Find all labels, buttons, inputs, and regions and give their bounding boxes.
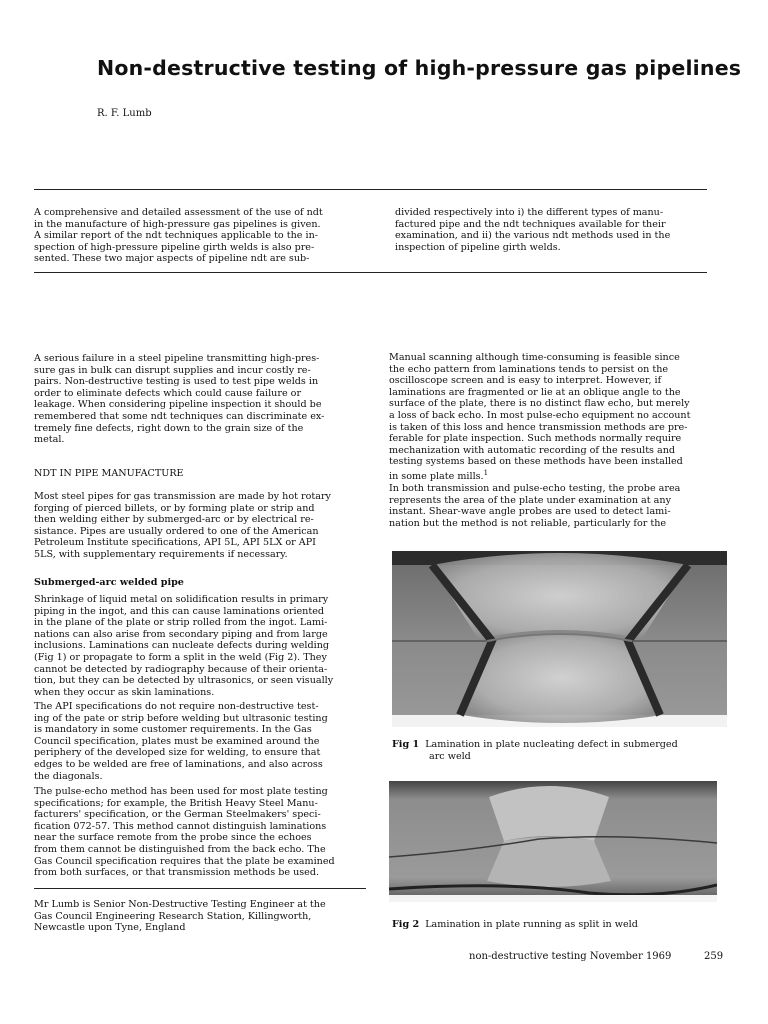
text-line: when they occur as skin laminations. [34, 686, 215, 698]
text-line: piping in the ingot, and this can cause laminations oriented [34, 605, 325, 617]
subsection-paragraph-2 [34, 701, 328, 782]
text-line: Council specification, plates must be examined around the [34, 735, 320, 747]
text-line: sistance. Pipes are usually ordered to one of the American [34, 525, 319, 537]
text-line: remembered that some ndt techniques can discriminate ex- [34, 410, 325, 422]
abstract-line: inspection of pipeline girth welds. [395, 241, 561, 253]
subsection-heading: Submerged-arc welded pipe [34, 577, 184, 588]
text-line: nations can also arise from secondary piping and from large [34, 628, 328, 640]
author-note [34, 899, 326, 934]
text-line: Shrinkage of liquid metal on solidification results in primary [34, 594, 329, 605]
text-line: 5LS, with supplementary requirements if necessary. [34, 548, 288, 560]
text-line: order to eliminate defects which could cause failure or [34, 387, 302, 399]
text-line: fication 072-57. This method cannot distinguish laminations [34, 820, 327, 832]
text-line: ferable for plate inspection. Such methods normally require [389, 433, 682, 445]
text-line: surface of the plate, there is no distinct flaw echo, but merely [389, 398, 690, 410]
right-paragraph-2 [389, 483, 680, 529]
figure-2-photo [389, 781, 717, 902]
text-line: ing of the pate or strip before welding but ultrasonic testing [34, 712, 328, 724]
abstract-line: sented. These two major aspects of pipeline ndt are sub- [34, 253, 310, 265]
text-line: near the surface remote from the probe since the echoes [34, 832, 312, 844]
text-line: tion, but they can be detected by ultrasonics, or seen visually [34, 675, 334, 687]
abstract-line: factured pipe and the ndt techniques available for their [395, 218, 666, 230]
text-line: in the plane of the plate or strip rolled from the ingot. Lami- [34, 617, 328, 629]
text-line: from them cannot be distinguished from the back echo. The [34, 843, 326, 855]
text-line: laminations are fragmented or lie at an oblique angle to the [389, 386, 681, 398]
abstract-line: A similar report of the ndt techniques applicable to the in- [34, 230, 318, 242]
text-line: Gas Council specification requires that the plate be examined [34, 855, 335, 867]
figure-2-caption-text: Lamination in plate running as split in weld [425, 919, 638, 930]
text-line: then welding either by submerged-arc or by electrical re- [34, 514, 314, 526]
text-line: Mr Lumb is Senior Non-Destructive Testing Engineer at the [34, 899, 326, 910]
text-line: oscilloscope screen and is easy to interpret. However, if [389, 375, 662, 387]
text-line: The API specifications do not require non-destructive test- [34, 701, 319, 712]
text-line: (Fig 1) or propagate to form a split in the weld (Fig 2). They [34, 651, 327, 663]
text-line: A serious failure in a steel pipeline transmitting high-pres- [34, 353, 320, 364]
abstract-line: spection of high-pressure pipeline girth welds is also pre- [34, 241, 315, 253]
abstract-right [395, 207, 715, 253]
text-line: Newcastle upon Tyne, England [34, 922, 186, 934]
abstract-left [34, 207, 364, 265]
paper-title: Non-destructive testing of high-pressure gas pipelines [97, 56, 742, 80]
text-line: is taken of this loss and hence transmission methods are pre- [389, 421, 688, 433]
figure-1-photo [392, 551, 727, 727]
text-line: nation but the method is not reliable, particularly for the [389, 517, 667, 529]
author-name: R. F. Lumb [97, 108, 152, 119]
text-line: leakage. When considering pipeline inspection it should be [34, 399, 322, 411]
abstract-bottom-rule [34, 272, 707, 273]
text-line-body: in some plate mills. [389, 471, 484, 483]
page-number: 259 [704, 951, 724, 962]
text-line: The pulse-echo method has been used for most plate testing [34, 786, 328, 797]
text-line: pairs. Non-destructive testing is used to test pipe welds in [34, 376, 319, 388]
figure-1-caption-text-2: arc weld [429, 750, 471, 762]
text-line: represents the area of the plate under examination at any [389, 494, 671, 506]
text-line: Manual scanning although time-consuming is feasible since [389, 352, 680, 363]
text-line: sure gas in bulk can disrupt supplies and incur costly re- [34, 364, 311, 376]
figure-1-caption-text: Lamination in plate nucleating defect in submerged [425, 739, 678, 750]
abstract-line: divided respectively into i) the different types of manu- [395, 207, 664, 218]
figure-2-label: Fig 2 [392, 919, 420, 930]
section-paragraph [34, 491, 331, 561]
text-line: tremely fine defects, right down to the grain size of the [34, 422, 304, 434]
section-heading: NDT IN PIPE MANUFACTURE [34, 468, 184, 479]
author-note-rule [34, 888, 366, 889]
text-line: edges to be welded are free of laminations, and also across [34, 758, 323, 770]
intro-paragraph [34, 353, 324, 446]
text-line: forging of pierced billets, or by forming plate or strip and [34, 502, 315, 514]
text-line: cannot be detected by radiography because of their orienta- [34, 663, 328, 675]
weld-macrograph-2 [389, 781, 717, 902]
text-line: the diagonals. [34, 770, 103, 782]
text-line: In both transmission and pulse-echo testing, the probe area [389, 483, 681, 494]
text-line: metal. [34, 434, 65, 446]
text-line: inclusions. Laminations can nucleate defects during welding [34, 640, 330, 652]
weld-macrograph-1 [392, 551, 727, 727]
right-paragraph-1 [389, 352, 690, 483]
text-line: a loss of back echo. In most pulse-echo equipment no account [389, 409, 691, 421]
abstract-line: in the manufacture of high-pressure gas pipelines is given. [34, 218, 321, 230]
figure-1-caption [392, 739, 678, 762]
text-line: Petroleum Institute specifications, API 5L, API 5LX or API [34, 537, 316, 549]
abstract-line: examination, and ii) the various ndt methods used in the [395, 230, 671, 242]
figure-2-caption [392, 919, 638, 931]
abstract-line: A comprehensive and detailed assessment of the use of ndt [34, 207, 323, 218]
text-line: instant. Shear-wave angle probes are used to detect lami- [389, 506, 671, 518]
text-line: Most steel pipes for gas transmission are made by hot rotary [34, 491, 331, 502]
journal-footer: non-destructive testing November 1969 [469, 951, 672, 962]
text-line: testing systems based on these methods have been installed [389, 456, 683, 468]
text-line: facturers' specification, or the German Steelmakers' speci- [34, 809, 321, 821]
text-line [389, 468, 690, 483]
text-line: is mandatory in some customer requirements. In the Gas [34, 724, 312, 736]
footnote-marker: 1 [483, 468, 489, 477]
figure-1-label: Fig 1 [392, 739, 420, 750]
text-line: Gas Council Engineering Research Station, Killingworth, [34, 910, 312, 922]
text-line: mechanization with automatic recording of the results and [389, 444, 676, 456]
text-line: specifications; for example, the British Heavy Steel Manu- [34, 797, 318, 809]
subsection-paragraph-1 [34, 594, 333, 698]
text-line: the echo pattern from laminations tends to persist on the [389, 363, 669, 375]
abstract-top-rule [34, 189, 707, 190]
text-line: from both surfaces, or that transmission methods be used. [34, 867, 320, 879]
subsection-paragraph-3 [34, 786, 335, 879]
text-line: periphery of the developed size for welding, to ensure that [34, 747, 321, 759]
